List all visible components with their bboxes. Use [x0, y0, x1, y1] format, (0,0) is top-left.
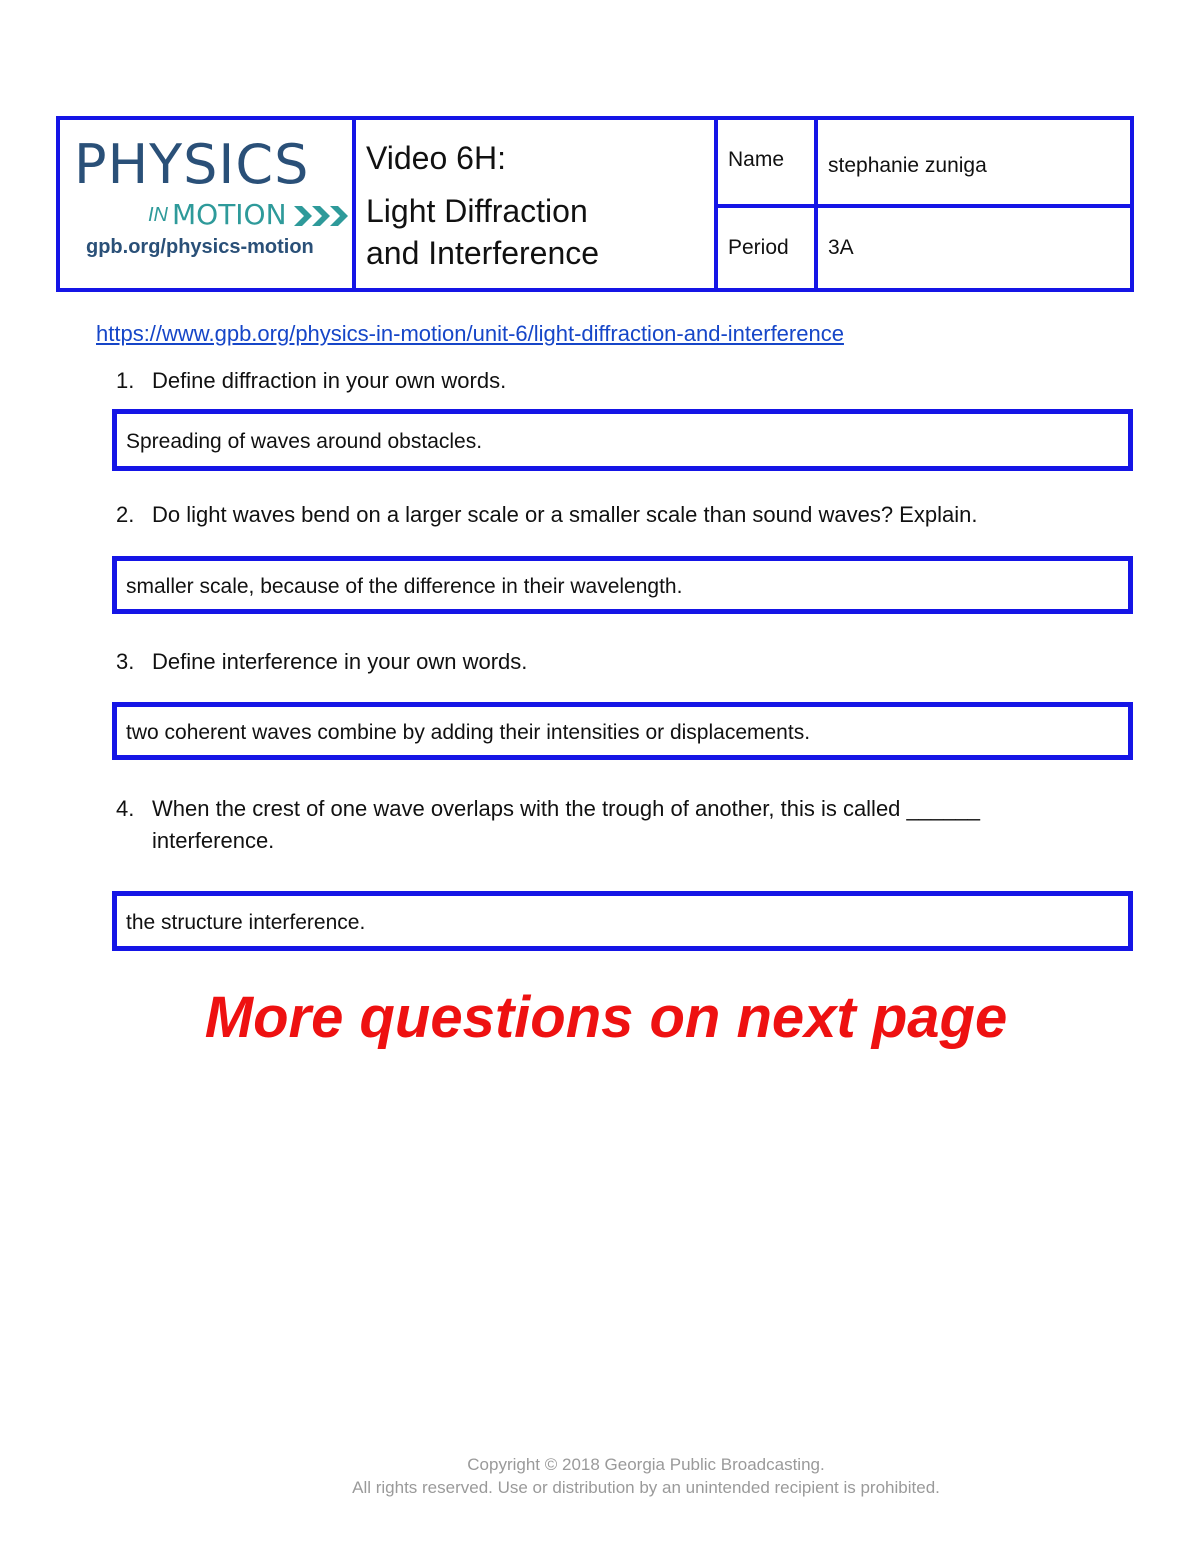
- answer-text[interactable]: Spreading of waves around obstacles.: [126, 430, 483, 453]
- answer-box-1[interactable]: [112, 409, 1133, 471]
- logo-cell: [56, 116, 356, 292]
- rights-line: All rights reserved. Use or distribution by an unintended recipient is prohibited.: [352, 1478, 940, 1497]
- answer-text[interactable]: two coherent waves combine by adding their intensities or displacements.: [126, 721, 811, 744]
- answer-box-2[interactable]: [112, 556, 1133, 614]
- question-text: Do light waves bend on a larger scale or a smaller scale than sound waves? Explain.: [152, 502, 978, 527]
- copyright-line: Copyright © 2018 Georgia Public Broadcasting.: [467, 1455, 825, 1474]
- name-label-cell: [714, 116, 818, 208]
- period-label: Period: [728, 236, 789, 259]
- title-line-1: Light Diffraction: [366, 193, 588, 229]
- question-number: 3.: [116, 649, 135, 674]
- period-label-cell: [714, 204, 818, 292]
- answer-box-3[interactable]: [112, 702, 1133, 760]
- question-number: 2.: [116, 502, 135, 527]
- answer-text[interactable]: the structure interference.: [126, 911, 366, 934]
- question-number: 1.: [116, 368, 135, 393]
- period-value-cell[interactable]: [814, 204, 1134, 292]
- question-text: Define diffraction in your own words.: [152, 368, 507, 393]
- question-text-line-1: When the crest of one wave overlaps with the trough of another, this is called ______: [152, 796, 980, 821]
- more-questions-notice: More questions on next page: [204, 985, 1008, 1050]
- question-text-line-2: interference.: [152, 828, 275, 853]
- chevrons-icon: [294, 204, 354, 228]
- name-value-cell[interactable]: [814, 116, 1134, 208]
- answer-text[interactable]: smaller scale, because of the difference in their wavelength.: [126, 575, 683, 598]
- period-field[interactable]: 3A: [828, 236, 854, 259]
- logo-physics-text: PHYSICS: [74, 133, 310, 196]
- lesson-link[interactable]: https://www.gpb.org/physics-in-motion/unit-6/light-diffraction-and-interference: [96, 321, 844, 346]
- question-number: 4.: [116, 796, 135, 821]
- video-number: Video 6H:: [366, 140, 506, 176]
- name-label: Name: [728, 148, 785, 171]
- worksheet-header: [56, 116, 1134, 292]
- name-field[interactable]: stephanie zuniga: [828, 154, 987, 177]
- question-text: Define interference in your own words.: [152, 649, 528, 674]
- title-cell: [352, 116, 718, 292]
- answer-box-4[interactable]: [112, 891, 1133, 951]
- title-line-2: and Interference: [366, 235, 600, 271]
- logo-in-text: IN: [148, 204, 168, 226]
- logo-motion-text: MOTION: [172, 198, 287, 231]
- logo-url: gpb.org/physics-motion: [86, 236, 314, 258]
